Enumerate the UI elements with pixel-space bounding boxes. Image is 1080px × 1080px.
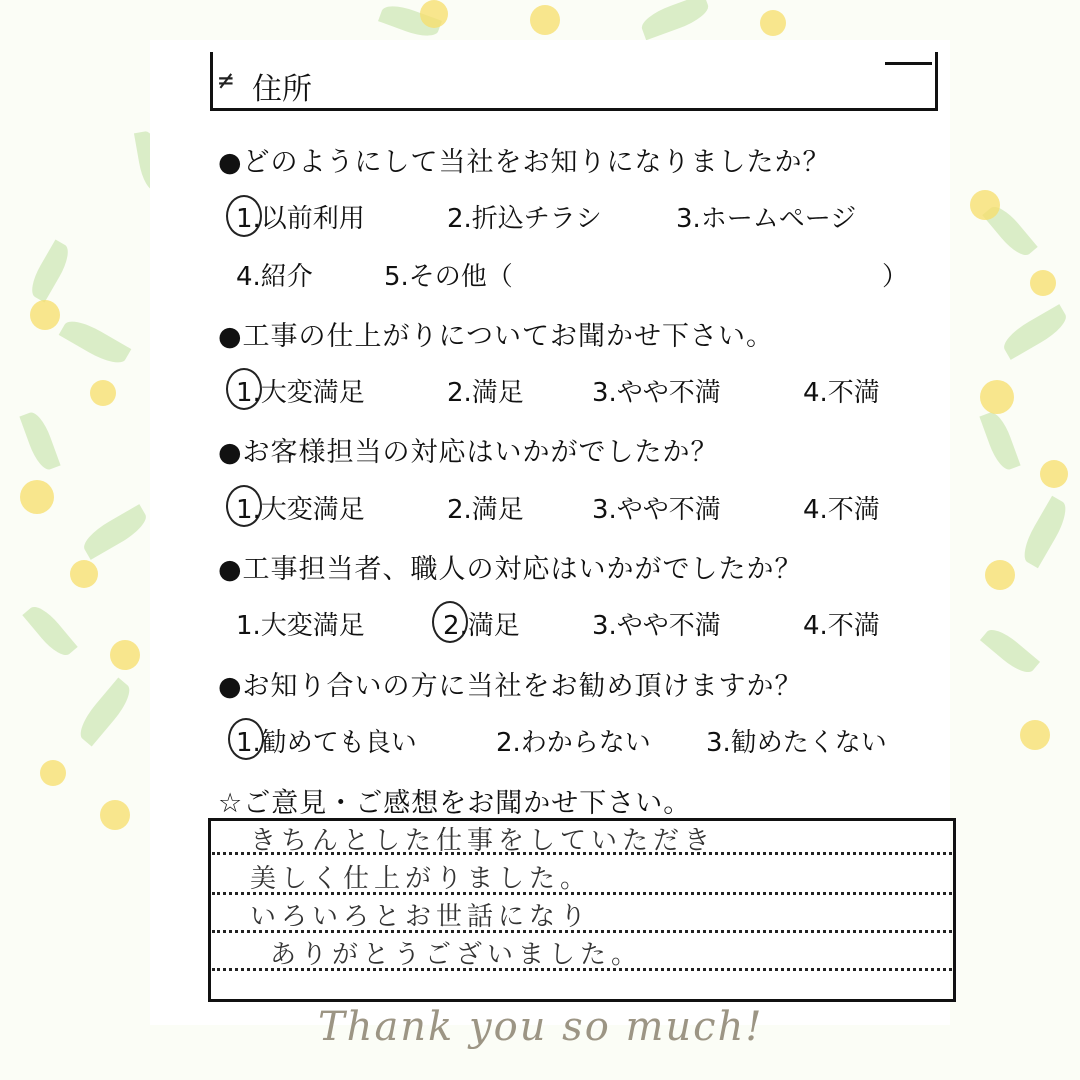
comment-line-1: きちんとした仕事をしていただき — [250, 826, 716, 856]
question-1: ●どのようにして当社をお知りになりましたか？ — [218, 147, 831, 178]
q3-option-3: 3.やや不満 — [592, 495, 721, 525]
question-3: ●お客様担当の対応はいかがでしたか？ — [218, 437, 719, 468]
q2-option-2: 2.満足 — [447, 378, 524, 408]
q1-option-1: 1.以前利用 — [236, 204, 365, 234]
thank-you-script: Thank you so much! — [318, 1004, 764, 1050]
question-4: ●工事担当者、職人の対応はいかがでしたか？ — [218, 554, 803, 585]
address-field-mark: ≠ — [218, 66, 234, 96]
q5-option-1: 1.勧めても良い — [236, 728, 417, 758]
q3-option-2: 2.満足 — [447, 495, 524, 525]
comment-line-4: ありがとうございました。 — [270, 940, 643, 970]
question-5: ●お知り合いの方に当社をお勧め頂けますか？ — [218, 671, 803, 702]
address-box — [210, 52, 938, 111]
q2-option-1: 1.大変満足 — [236, 378, 365, 408]
comment-line-2: 美しく仕上がりました。 — [250, 864, 592, 894]
q2-option-4: 4.不満 — [803, 378, 880, 408]
q4-option-2: 2.満足 — [443, 611, 520, 641]
q5-option-2: 2.わからない — [496, 728, 651, 758]
q1-option-2: 2.折込チラシ — [447, 204, 602, 234]
q3-option-4: 4.不満 — [803, 495, 880, 525]
comments-heading: ☆ご意見・ご感想をお聞かせ下さい。 — [218, 788, 692, 819]
q1-option-5-close: ） — [882, 262, 909, 292]
q5-option-3: 3.勧めたくない — [706, 728, 887, 758]
q1-option-4: 4.紹介 — [236, 262, 313, 292]
q1-option-5: 5.その他（ — [384, 262, 513, 292]
address-box-top-line — [885, 62, 932, 65]
comment-line-3: いろいろとお世話になり — [250, 902, 592, 932]
q3-option-1: 1.大変満足 — [236, 495, 365, 525]
q4-option-3: 3.やや不満 — [592, 611, 721, 641]
question-2: ●工事の仕上がりについてお聞かせ下さい。 — [218, 321, 775, 352]
q1-option-3: 3.ホームページ — [676, 204, 857, 234]
address-label: 住所 — [252, 72, 312, 107]
q4-option-1: 1.大変満足 — [236, 611, 365, 641]
q2-option-3: 3.やや不満 — [592, 378, 721, 408]
q4-option-4: 4.不満 — [803, 611, 880, 641]
